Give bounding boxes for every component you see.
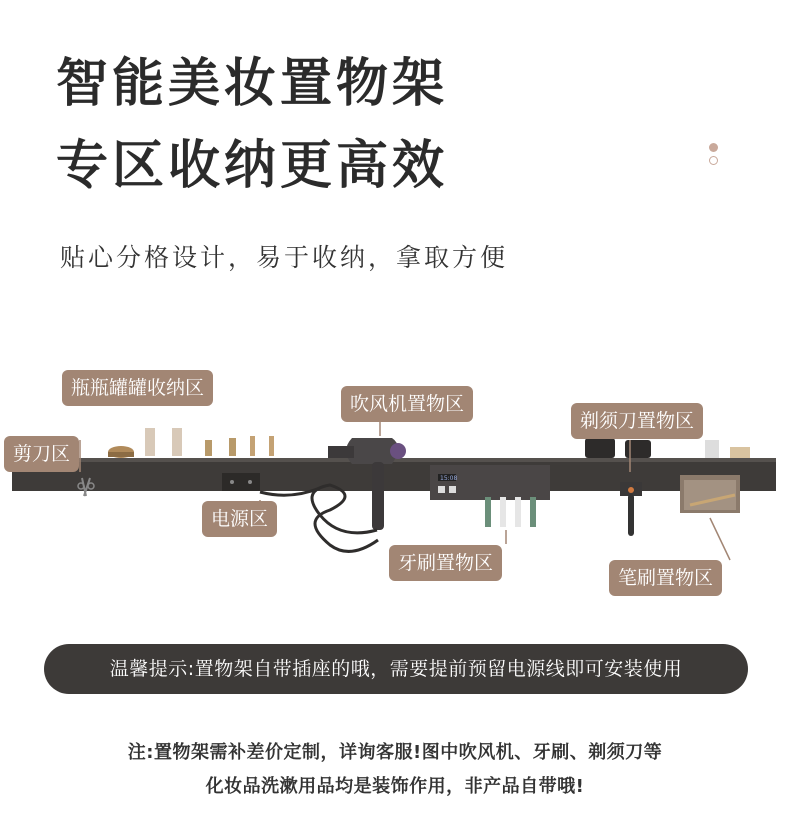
notice-banner: 温馨提示:置物架自带插座的哦，需要提前预留电源线即可安装使用 — [44, 644, 748, 694]
toothbrush-holder — [430, 465, 550, 500]
subtitle: 贴心分格设计，易于收纳，拿取方便 — [60, 243, 509, 272]
bottle-icon — [145, 428, 155, 456]
display-reading: 15:08 — [440, 475, 458, 482]
bottle-icon — [172, 428, 182, 456]
label-razor-zone: 剃须刀置物区 — [571, 403, 703, 439]
label-toothbrush-zone: 牙刷置物区 — [389, 545, 502, 581]
headline-line-1: 智能美妆置物架 — [56, 54, 449, 114]
note-line-1: 注:置物架需补差价定制，详询客服!图中吹风机、牙刷、剃须刀等 — [127, 742, 663, 763]
label-dryer-zone: 吹风机置物区 — [341, 386, 473, 422]
power-outlet — [222, 473, 260, 491]
label-brush-zone: 笔刷置物区 — [609, 560, 722, 596]
label-scissors-zone: 剪刀区 — [4, 436, 79, 472]
label-power-zone: 电源区 — [202, 501, 277, 537]
rack-bar — [12, 458, 776, 491]
headline-line-2: 专区收纳更高效 — [56, 136, 449, 196]
note-line-2: 化妆品洗漱用品均是装饰作用，非产品自带哦! — [205, 776, 585, 797]
connector-line — [710, 518, 730, 560]
label-bottles-zone: 瓶瓶罐罐收纳区 — [62, 370, 213, 406]
